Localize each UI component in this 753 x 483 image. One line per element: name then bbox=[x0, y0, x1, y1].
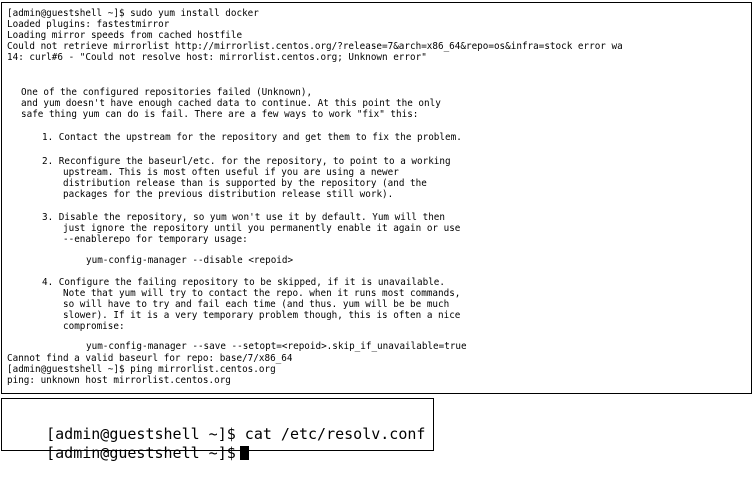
terminal-line: [admin@guestshell ~]$ sudo yum install docker bbox=[7, 8, 259, 19]
terminal-line: 2. Reconfigure the baseurl/etc. for the repository, to point to a working bbox=[42, 156, 451, 167]
terminal-line: Cannot find a valid baseurl for repo: base/7/x86_64 bbox=[7, 353, 293, 364]
terminal-line: and yum doesn't have enough cached data to continue. At this point the only bbox=[21, 98, 441, 109]
terminal-line: Loaded plugins: fastestmirror bbox=[7, 19, 170, 30]
terminal-line: upstream. This is most often useful if you are using a newer bbox=[63, 167, 399, 178]
terminal-line: 4. Configure the failing repository to be skipped, if it is unavailable. bbox=[42, 277, 445, 288]
terminal-line: yum-config-manager --disable <repoid> bbox=[86, 255, 294, 266]
terminal-line: --enablerepo for temporary usage: bbox=[63, 234, 248, 245]
terminal-prompt-line[interactable] bbox=[10, 423, 249, 483]
terminal-window-bottom[interactable] bbox=[1, 398, 434, 462]
terminal-line: safe thing yum can do is fail. There are a few ways to work "fix" this: bbox=[21, 109, 419, 120]
terminal-line: distribution release than is supported by the repository (and the bbox=[63, 178, 427, 189]
terminal-line: ping: unknown host mirrorlist.centos.org bbox=[7, 375, 231, 386]
terminal-line: 1. Contact the upstream for the repository and get them to fix the problem. bbox=[42, 132, 462, 143]
terminal-line: slower). If it is a very temporary problem though, this is often a nice bbox=[63, 310, 461, 321]
terminal-line: 3. Disable the repository, so yum won't use it by default. Yum will then bbox=[42, 212, 445, 223]
terminal-line: Note that yum will try to contact the repo. when it runs most commands, bbox=[63, 288, 461, 299]
terminal-line: 14: curl#6 - "Could not resolve host: mirrorlist.centos.org; Unknown error" bbox=[7, 52, 427, 63]
terminal-window-top[interactable] bbox=[1, 2, 752, 394]
terminal-line: Could not retrieve mirrorlist http://mirrorlist.centos.org/?release=7&arch=x86_64&repo=os&infra=stock error wa bbox=[7, 41, 623, 52]
prompt-text: [admin@guestshell ~]$ bbox=[46, 444, 236, 462]
terminal-line: just ignore the repository until you permanently enable it again or use bbox=[63, 223, 461, 234]
terminal-line: packages for the previous distribution release still work). bbox=[63, 189, 394, 200]
terminal-line: so will have to try and fail each time (and thus. yum will be be much bbox=[63, 299, 450, 310]
terminal-line: Loading mirror speeds from cached hostfile bbox=[7, 30, 243, 41]
terminal-line: compromise: bbox=[63, 321, 125, 332]
terminal-line: One of the configured repositories failed (Unknown), bbox=[21, 87, 313, 98]
terminal-line: [admin@guestshell ~]$ ping mirrorlist.centos.org bbox=[7, 364, 276, 375]
text-cursor bbox=[240, 446, 249, 460]
terminal-line: yum-config-manager --save --setopt=<repoid>.skip_if_unavailable=true bbox=[86, 341, 467, 352]
command-text: [admin@guestshell ~]$ cat /etc/resolv.conf bbox=[46, 425, 426, 443]
